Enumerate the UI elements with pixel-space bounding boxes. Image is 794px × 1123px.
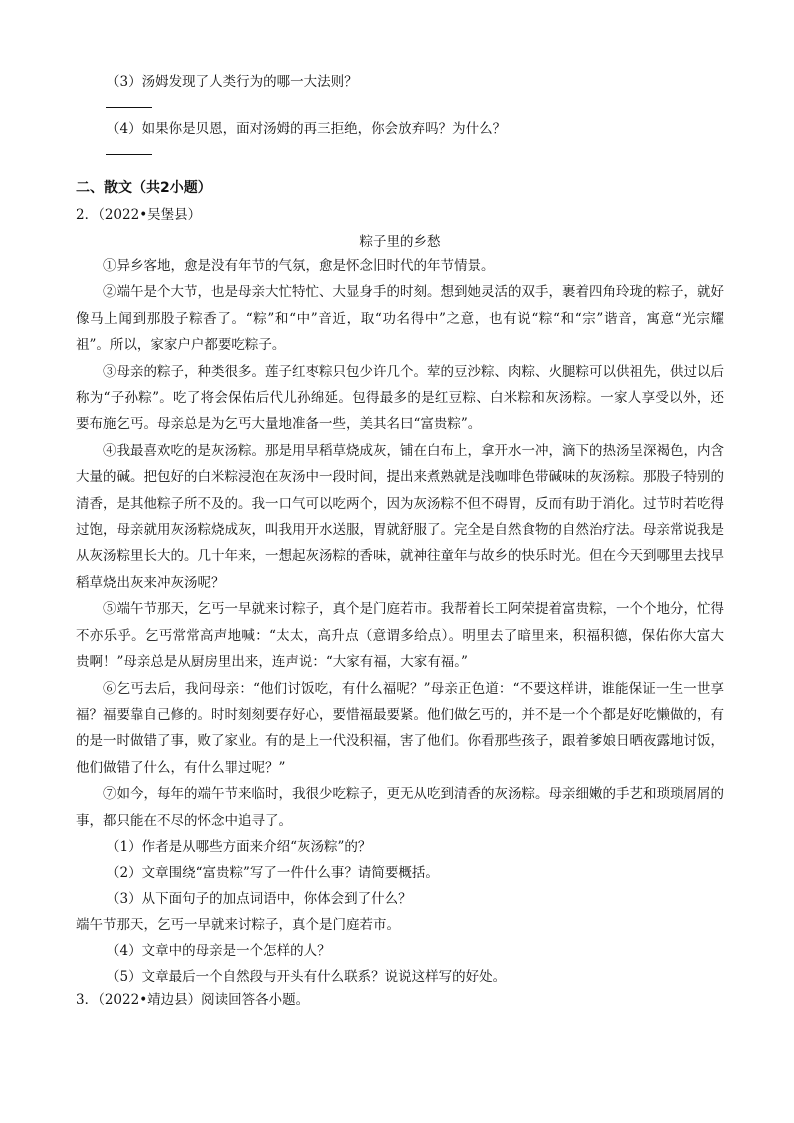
paragraph-4: ④我最喜欢吃的是灰汤粽。那是用早稻草烧成灰，铺在白布上，拿开水一冲，滴下的热汤呈深褐色，内含大量的碱。把包好的白米粽浸泡在灰汤中一段时间，提出来煮熟就是浅咖啡色带碱味的灰汤粽。那股子特别的清香，是其他粽子所不及的。我一口气可以吃两个，因为灰汤粽不但不碍胃，反而有助于消化。过节时若吃得过饱，母亲就用灰汤粽烧成灰，叫我用开水送服，胃就舒服了。完全是自然食物的自然治疗法。母亲常说我是从灰汤粽里长大的。几十年来，一想起灰汤粽的香味，就神往童年与故乡的快乐时光。但在今天到哪里去找早稻草烧出灰来冲灰汤呢？ <box>76 442 724 591</box>
paragraph-1: ①异乡客地，愈是没有年节的气氛，愈是怀念旧时代的年节情景。 <box>103 258 495 274</box>
sub-question-3: （3）从下面句子的加点词语中，你体会到了什么？ <box>106 890 412 907</box>
section-heading: 二、散文（共2小题） <box>76 180 212 196</box>
sub-question-1: （1）作者是从哪些方面来介绍“灰汤粽”的？ <box>106 838 372 855</box>
paragraph-2: ②端午是个大节，也是母亲大忙特忙、大显身手的时刻。想到她灵活的双手，裹着四角玲珑的粽子，就好像马上闻到那股子粽香了。“粽”和“中”音近，取“功名得中”之意，也有说“粽“和“宗”谐音，寓意“光宗耀祖”。所以，家家户户都要吃粽子。 <box>76 284 724 354</box>
quoted-sentence: 端午节那天，乞丐一早就来讨粽子，真个是门庭若市。 <box>76 916 400 933</box>
sub-question-4: （4）文章中的母亲是一个怎样的人？ <box>106 942 331 959</box>
item-2-source: 2．（2022•吴堡县） <box>76 207 202 223</box>
question-4: （4）如果你是贝恩，面对汤姆的再三拒绝，你会放弃吗？为什么？ <box>106 121 507 137</box>
paragraph-5: ⑤端午节那天，乞丐一早就来讨粽子，真个是门庭若市。我帮着长工阿荣提着富贵粽，一个个地分，忙得不亦乐乎。乞丐常常高声地喊：“太太，高升点（意谓多给点）。明里去了暗里来，积福积德，保佑你大富大贵啊！”母亲总是从厨房里出来，连声说：“大家有福，大家有福。” <box>76 601 724 671</box>
sub-question-2: （2）文章围绕“富贵粽”写了一件什么事？请简要概括。 <box>106 864 439 881</box>
sub-question-5: （5）文章最后一个自然段与开头有什么联系？说说这样写的好处。 <box>106 968 507 985</box>
question-3: （3）汤姆发现了人类行为的哪一大法则？ <box>106 74 358 90</box>
answer-blank-3 <box>76 93 724 119</box>
answer-line <box>106 107 152 108</box>
paragraph-3: ③母亲的粽子，种类很多。莲子红枣粽只包少许几个。荤的豆沙粽、肉粽、火腿粽可以供祖先，供过以后称为“子孙粽”。吃了将会保佑后代儿孙绵延。包得最多的是红豆粽、白米粽和灰汤粽。一家人享受以外，还要布施乞丐。母亲总是为乞丐大量地准备一些，美其名曰“富贵粽”。 <box>76 363 724 433</box>
answer-blank-4 <box>76 140 724 166</box>
document-content <box>76 72 724 1011</box>
item-3-source: 3．（2022•靖边县）阅读回答各小题。 <box>76 991 310 1008</box>
passage-title: 粽子里的乡愁 <box>359 234 441 250</box>
answer-line <box>106 154 152 155</box>
paragraph-6: ⑥乞丐去后，我问母亲：“他们讨饭吃，有什么福呢？”母亲正色道：“不要这样讲，谁能保证一生一世享福？福要靠自己修的。时时刻刻要存好心，要惜福最要紧。他们做乞丐的，并不是一个个都是好吃懒做的，有的是一时做错了事，败了家业。有的是上一代没积福，害了他们。你看那些孩子，跟着爹娘日晒夜露地讨饭，他们做错了什么，有什么罪过呢？” <box>76 680 724 776</box>
paragraph-7: ⑦如今，每年的端午节来临时，我很少吃粽子，更无从吃到清香的灰汤粽。母亲细嫩的手艺和琐琐屑屑的事，都只能在不尽的怀念中追寻了。 <box>76 786 724 829</box>
